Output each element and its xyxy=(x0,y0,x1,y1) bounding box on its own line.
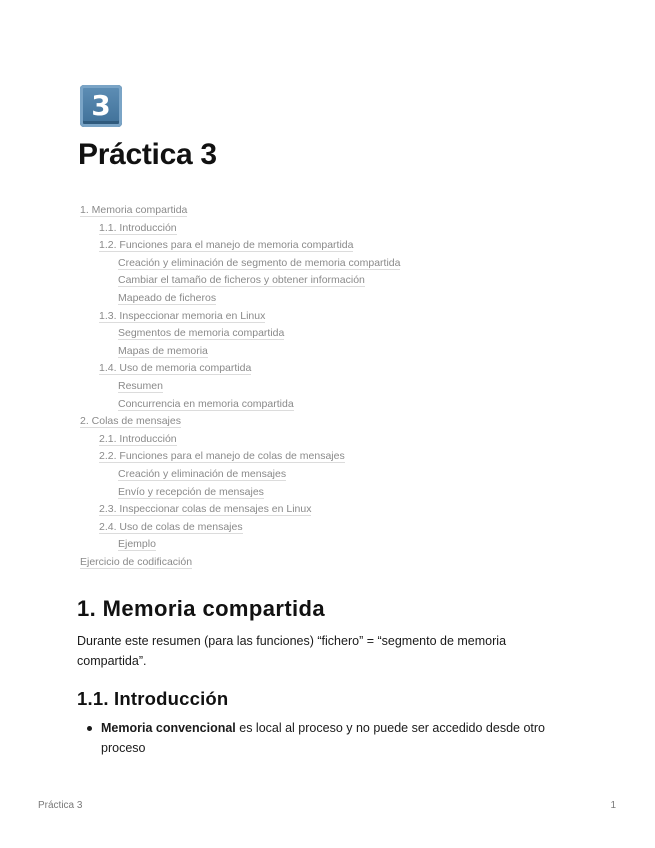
toc-link[interactable]: 1.3. Inspeccionar memoria en Linux xyxy=(99,309,266,322)
toc-item xyxy=(80,325,400,343)
toc-item xyxy=(80,431,400,449)
toc-link[interactable]: 1.2. Funciones para el manejo de memoria compartida xyxy=(99,239,354,252)
toc-link[interactable]: Concurrencia en memoria compartida xyxy=(118,397,294,410)
toc-link[interactable]: Envío y recepción de mensajes xyxy=(118,485,264,498)
toc-item xyxy=(80,501,400,519)
toc-item xyxy=(80,448,400,466)
toc-item xyxy=(80,220,400,238)
subsection-heading-introduccion: 1.1. Introducción xyxy=(77,688,229,709)
toc-link[interactable]: Resumen xyxy=(118,379,163,392)
toc-item xyxy=(80,466,400,484)
toc-link[interactable]: Ejemplo xyxy=(118,538,156,551)
toc-link[interactable]: Mapas de memoria xyxy=(118,344,208,357)
toc-item xyxy=(80,237,400,255)
toc-link[interactable]: 2. Colas de mensajes xyxy=(80,415,181,428)
toc-item xyxy=(80,396,400,414)
toc-link[interactable]: 2.2. Funciones para el manejo de colas de mensajes xyxy=(99,450,345,463)
page-title: Práctica 3 xyxy=(78,138,217,171)
bullet-text: es local al proceso y no puede ser accedido desde otro proceso xyxy=(101,721,545,755)
footer-page-number: 1 xyxy=(610,800,616,811)
toc-link[interactable]: Creación y eliminación de mensajes xyxy=(118,467,287,480)
toc-link[interactable]: 1.1. Introducción xyxy=(99,221,177,234)
toc-link[interactable]: Cambiar el tamaño de ficheros y obtener información xyxy=(118,274,365,287)
toc-item xyxy=(80,308,400,326)
toc-item xyxy=(80,554,400,572)
toc-item xyxy=(80,202,400,220)
section-heading-memoria-compartida: 1. Memoria compartida xyxy=(77,596,326,621)
list-item xyxy=(77,718,577,758)
toc-link[interactable]: Creación y eliminación de segmento de memoria compartida xyxy=(118,256,401,269)
toc-item xyxy=(80,536,400,554)
toc-item xyxy=(80,378,400,396)
bullet-list xyxy=(77,718,577,758)
keycap-digit-three-icon xyxy=(80,85,122,127)
toc-link[interactable]: 2.3. Inspeccionar colas de mensajes en Linux xyxy=(99,503,312,516)
toc-link[interactable]: Segmentos de memoria compartida xyxy=(118,327,285,340)
toc-item xyxy=(80,255,400,273)
toc-item xyxy=(80,413,400,431)
keycap-digit: 3 xyxy=(91,89,111,122)
bullet-bold-term: Memoria convencional xyxy=(101,721,236,735)
toc-item xyxy=(80,290,400,308)
toc-item xyxy=(80,484,400,502)
toc-link[interactable]: 1.4. Uso de memoria compartida xyxy=(99,362,252,375)
toc-link[interactable]: Mapeado de ficheros xyxy=(118,291,217,304)
toc-item xyxy=(80,343,400,361)
section-paragraph: Durante este resumen (para las funciones) “fichero” = “segmento de memoria compartida”. xyxy=(77,634,507,668)
toc-link[interactable]: Ejercicio de codificación xyxy=(80,555,193,568)
toc-item xyxy=(80,272,400,290)
toc-link[interactable]: 1. Memoria compartida xyxy=(80,204,188,216)
toc-item xyxy=(80,360,400,378)
table-of-contents xyxy=(80,202,400,571)
toc-link[interactable]: 2.4. Uso de colas de mensajes xyxy=(99,520,243,533)
toc-item xyxy=(80,519,400,537)
toc-link[interactable]: 2.1. Introducción xyxy=(99,432,177,445)
footer-title: Práctica 3 xyxy=(38,800,83,811)
